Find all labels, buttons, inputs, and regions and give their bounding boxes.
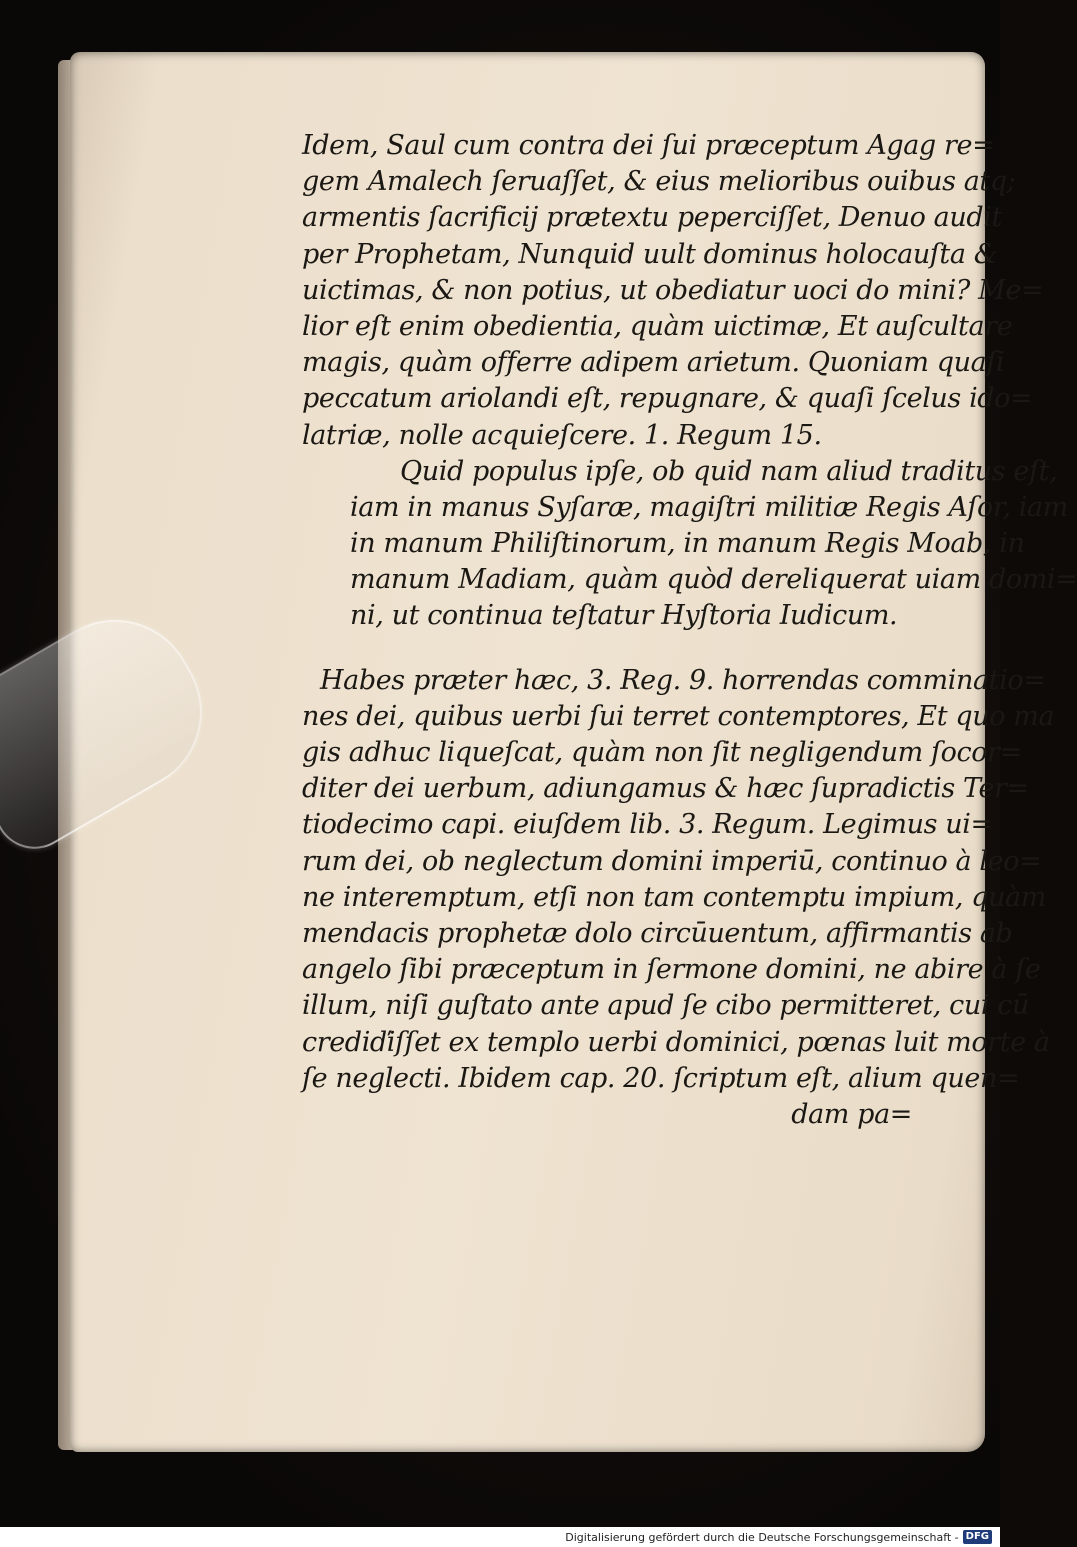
text-line: rum dei, ob neglectum domini imperiū, continuo à leo= [302, 845, 1042, 877]
text-line: per Prophetam, Nunquid uult dominus holocauſta & [302, 238, 998, 270]
text-line: Quid populus ipſe, ob quid nam aliud traditus eſt, [400, 455, 1058, 487]
dfg-logo-icon: DFG [963, 1530, 992, 1544]
text-line: uictimas, & non potius, ut obediatur uoci do mini? Me= [302, 274, 1044, 306]
text-line: mendacis prophetæ dolo circūuentum, affirmantis ab [302, 917, 1013, 949]
text-line: magis, quàm offerre adipem arietum. Quoniam quaſi [302, 347, 1005, 379]
text-line: in manum Philiſtinorum, in manum Regis Moab, in [350, 528, 1025, 560]
text-line: crediďiſſet ex templo uerbi dominici, pœnas luit morte à [302, 1026, 1050, 1058]
text-line: ne interemptum, etſi non tam contemptu impium, quàm [302, 881, 1046, 913]
paragraph-2 [254, 454, 1077, 635]
page-text [302, 128, 1077, 1133]
text-line: Idem, Saul cum contra dei ſui præceptum Agag re= [302, 130, 995, 161]
catchword: dam pa= [791, 1098, 912, 1130]
text-line: nes dei, quibus uerbi ſui terret contemptores, Et quo ma [302, 700, 1055, 732]
text-line: iam in manus Syſaræ, magiſtri militiæ Regis Aſor, iam [350, 491, 1068, 523]
text-line: diter dei uerbum, adiungamus & hæc ſupradictis Ter= [302, 773, 1029, 805]
text-line: tiodecimo capi. eiuſdem lib. 3. Regum. Legimus ui= [302, 809, 993, 841]
text-line: ni, ut continua teſtatur Hyſtoria Iudicum. [350, 600, 898, 632]
text-line: ſe neglecti. Ibidem cap. 20. ſcriptum eſt, alium quen= [302, 1062, 1020, 1094]
text-line: peccatum ariolandi eſt, repugnare, & quaſi ſcelus ido= [302, 383, 1033, 415]
text-line: manum Madiam, quàm quòd dereliquerat uiam domi= [350, 564, 1077, 596]
text-line: gem Amalech ſeruaſſet, & eius melioribus ouibus atq; [302, 166, 1016, 198]
text-line: armentis ſacrificij prætextu peperciſſet, Denuo audit [302, 202, 1002, 234]
paragraph-gap [302, 635, 922, 663]
text-line: gis adhuc liqueſcat, quàm non ſit negligendum ſocor= [302, 737, 1022, 768]
text-line: lior eſt enim obedientia, quàm uictimæ, Et auſcultare [302, 310, 1013, 342]
text-line: illum, niſi guſtato ante apud ſe cibo permitteret, cui cū [302, 990, 1029, 1022]
paragraph-3 [302, 663, 1055, 1097]
footer-credit: Digitalisierung gefördert durch die Deutsche Forschungsgemeinschaft - [565, 1530, 959, 1544]
paragraph-1 [302, 128, 1044, 454]
footer-bar [0, 1527, 1000, 1547]
text-line: latriæ, nolle acquieſcere. 1. Regum 15. [302, 419, 822, 451]
text-line: angelo ſibi præceptum in ſermone domini, ne abire à ſe [302, 954, 1041, 986]
text-line: Habes præter hæc, 3. Reg. 9. horrendas comminatio= [320, 664, 1046, 696]
